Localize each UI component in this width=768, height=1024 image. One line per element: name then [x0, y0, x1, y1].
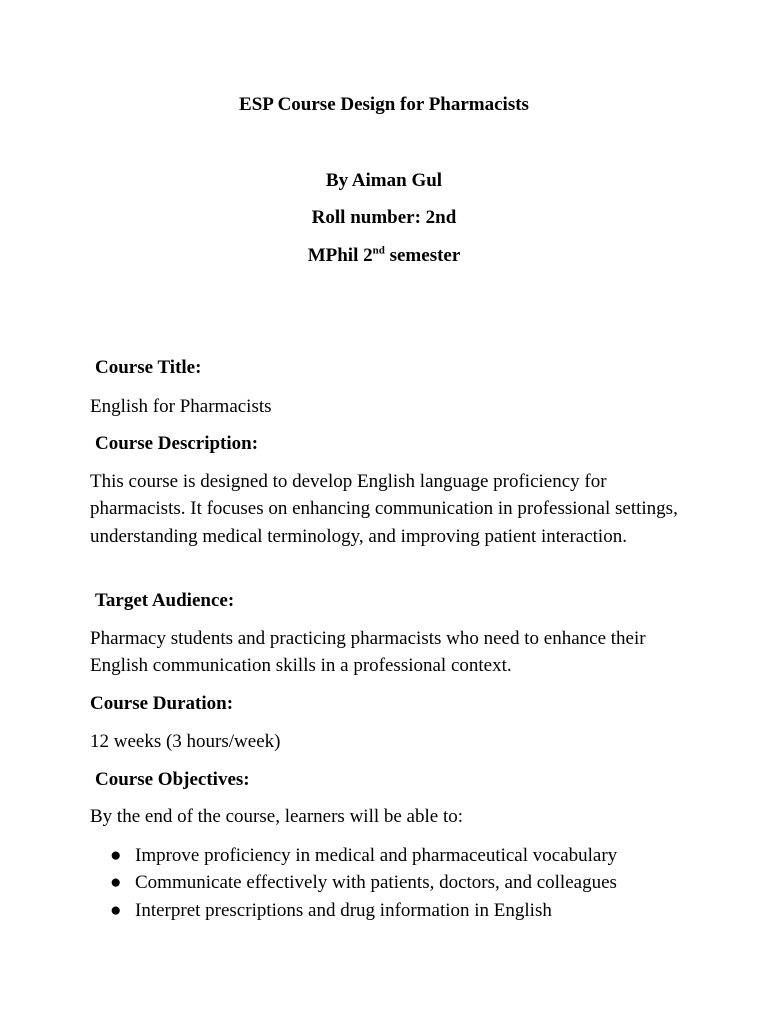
objective-text: Improve proficiency in medical and pharmaceutical vocabulary — [135, 845, 618, 866]
target-audience-heading: Target Audience: — [95, 590, 235, 611]
list-item — [90, 842, 617, 869]
course-objectives-intro: By the end of the course, learners will be able to: — [90, 806, 464, 827]
bullet-dot-icon: ● — [110, 845, 122, 866]
objective-text: Communicate effectively with patients, doctors, and colleagues — [135, 872, 617, 894]
semester-prefix: MPhil 2 — [307, 245, 373, 266]
objective-text: Interpret prescriptions and drug information in English — [135, 899, 552, 921]
course-duration-text: 12 weeks (3 hours/week) — [90, 731, 281, 752]
course-description-heading: Course Description: — [95, 433, 259, 454]
semester-suffix: semester — [384, 245, 461, 266]
list-item — [90, 897, 617, 924]
bullet-dot-icon: ● — [110, 872, 122, 894]
list-item — [90, 869, 617, 896]
target-audience-text: Pharmacy students and practicing pharmacists who need to enhance their English communication skills in a professional context. — [90, 628, 646, 677]
course-description-text: This course is designed to develop English language proficiency for pharmacists. It focuses on enhancing communication in professional settings, understanding medical terminology, and improving patient interaction. — [90, 471, 678, 547]
objectives-list — [90, 842, 617, 924]
course-objectives-heading: Course Objectives: — [95, 769, 250, 790]
author-line: By Aiman Gul — [325, 170, 443, 191]
semester-line — [0, 244, 768, 268]
document-title: ESP Course Design for Pharmacists — [239, 94, 529, 115]
bullet-dot-icon: ● — [110, 899, 122, 921]
semester-superscript: nd — [372, 244, 385, 257]
course-title-heading: Course Title: — [95, 357, 202, 378]
course-duration-heading: Course Duration: — [90, 693, 234, 714]
course-title-text: English for Pharmacists — [90, 396, 272, 417]
roll-number-line: Roll number: 2nd — [311, 207, 457, 228]
